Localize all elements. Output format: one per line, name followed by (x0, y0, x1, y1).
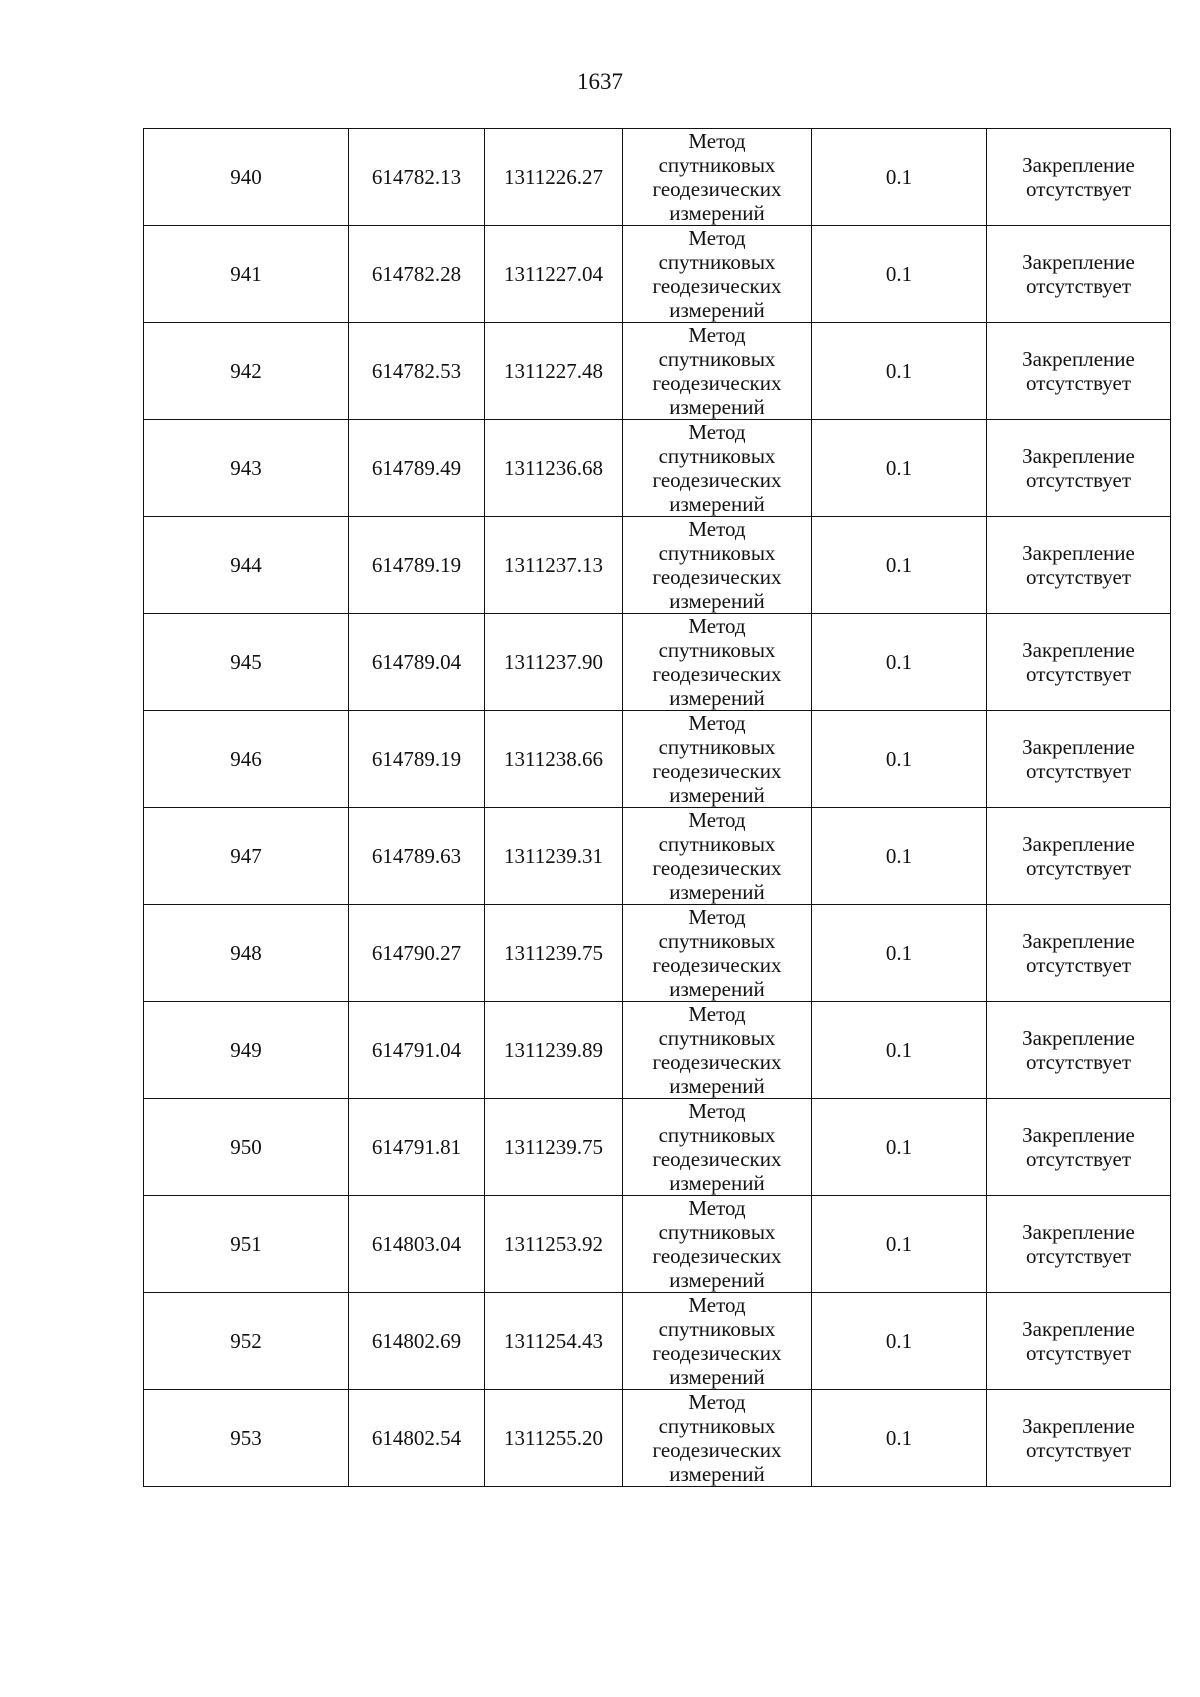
method-line: спутниковых (658, 347, 776, 371)
x-coordinate-cell: 614803.04 (349, 1196, 485, 1293)
table-row (144, 711, 1171, 808)
method-line: Метод (688, 711, 746, 735)
accuracy-cell: 0.1 (812, 517, 987, 614)
method-line: Метод (688, 808, 746, 832)
coordinates-table (143, 128, 1171, 1487)
method-line: измерений (669, 1171, 765, 1195)
y-coordinate-cell: 1311226.27 (485, 129, 623, 226)
fixing-cell (987, 1002, 1171, 1099)
method-line: геодезических (652, 565, 782, 589)
point-number-cell: 944 (144, 517, 349, 614)
x-coordinate-cell: 614782.28 (349, 226, 485, 323)
fixing-line: Закрепление (1022, 541, 1135, 565)
method-line: измерений (669, 783, 765, 807)
method-line: Метод (688, 1196, 746, 1220)
x-coordinate-cell: 614802.69 (349, 1293, 485, 1390)
table-row (144, 1099, 1171, 1196)
method-line: геодезических (652, 759, 782, 783)
table-row (144, 1002, 1171, 1099)
method-line: измерений (669, 201, 765, 225)
method-line: Метод (688, 614, 746, 638)
x-coordinate-cell: 614802.54 (349, 1390, 485, 1487)
point-number-cell: 948 (144, 905, 349, 1002)
fixing-line: отсутствует (1025, 662, 1132, 686)
method-line: измерений (669, 589, 765, 613)
method-line: Метод (688, 1390, 746, 1414)
fixing-cell (987, 614, 1171, 711)
fixing-line: Закрепление (1022, 1220, 1135, 1244)
method-line: измерений (669, 1074, 765, 1098)
fixing-line: Закрепление (1022, 153, 1135, 177)
method-line: геодезических (652, 468, 782, 492)
fixing-cell (987, 226, 1171, 323)
method-line: спутниковых (658, 1026, 776, 1050)
y-coordinate-cell: 1311239.75 (485, 1099, 623, 1196)
method-line: измерений (669, 1462, 765, 1486)
method-cell (623, 323, 812, 420)
method-line: спутниковых (658, 250, 776, 274)
y-coordinate-cell: 1311227.48 (485, 323, 623, 420)
method-line: Метод (688, 420, 746, 444)
point-number-cell: 947 (144, 808, 349, 905)
accuracy-cell: 0.1 (812, 420, 987, 517)
method-cell (623, 1293, 812, 1390)
y-coordinate-cell: 1311253.92 (485, 1196, 623, 1293)
method-line: спутниковых (658, 832, 776, 856)
method-line: измерений (669, 298, 765, 322)
fixing-line: отсутствует (1025, 1438, 1132, 1462)
y-coordinate-cell: 1311238.66 (485, 711, 623, 808)
method-line: геодезических (652, 371, 782, 395)
table-row (144, 1293, 1171, 1390)
method-cell (623, 420, 812, 517)
fixing-cell (987, 323, 1171, 420)
table-row (144, 226, 1171, 323)
method-line: измерений (669, 977, 765, 1001)
y-coordinate-cell: 1311239.89 (485, 1002, 623, 1099)
method-cell (623, 1002, 812, 1099)
fixing-line: Закрепление (1022, 638, 1135, 662)
accuracy-cell: 0.1 (812, 1002, 987, 1099)
point-number-cell: 941 (144, 226, 349, 323)
point-number-cell: 950 (144, 1099, 349, 1196)
fixing-cell (987, 905, 1171, 1002)
accuracy-cell: 0.1 (812, 905, 987, 1002)
fixing-cell (987, 1293, 1171, 1390)
point-number-cell: 952 (144, 1293, 349, 1390)
point-number-cell: 951 (144, 1196, 349, 1293)
point-number-cell: 945 (144, 614, 349, 711)
method-line: Метод (688, 226, 746, 250)
fixing-cell (987, 517, 1171, 614)
accuracy-cell: 0.1 (812, 1196, 987, 1293)
fixing-line: Закрепление (1022, 347, 1135, 371)
y-coordinate-cell: 1311237.90 (485, 614, 623, 711)
x-coordinate-cell: 614782.53 (349, 323, 485, 420)
table-row (144, 1390, 1171, 1487)
method-line: Метод (688, 129, 746, 153)
method-cell (623, 905, 812, 1002)
method-line: Метод (688, 905, 746, 929)
method-line: спутниковых (658, 1414, 776, 1438)
x-coordinate-cell: 614782.13 (349, 129, 485, 226)
method-line: геодезических (652, 274, 782, 298)
x-coordinate-cell: 614789.49 (349, 420, 485, 517)
method-cell (623, 1390, 812, 1487)
fixing-line: Закрепление (1022, 444, 1135, 468)
fixing-line: Закрепление (1022, 1123, 1135, 1147)
table-row (144, 1196, 1171, 1293)
y-coordinate-cell: 1311239.31 (485, 808, 623, 905)
method-line: спутниковых (658, 1317, 776, 1341)
fixing-line: отсутствует (1025, 1244, 1132, 1268)
x-coordinate-cell: 614789.63 (349, 808, 485, 905)
fixing-line: Закрепление (1022, 929, 1135, 953)
method-line: геодезических (652, 662, 782, 686)
fixing-line: отсутствует (1025, 953, 1132, 977)
table-row (144, 420, 1171, 517)
method-line: спутниковых (658, 153, 776, 177)
fixing-cell (987, 1390, 1171, 1487)
x-coordinate-cell: 614791.81 (349, 1099, 485, 1196)
table-row (144, 905, 1171, 1002)
method-line: спутниковых (658, 1123, 776, 1147)
method-line: измерений (669, 1268, 765, 1292)
fixing-line: отсутствует (1025, 759, 1132, 783)
method-cell (623, 129, 812, 226)
accuracy-cell: 0.1 (812, 1293, 987, 1390)
point-number-cell: 953 (144, 1390, 349, 1487)
method-line: геодезических (652, 1244, 782, 1268)
x-coordinate-cell: 614791.04 (349, 1002, 485, 1099)
fixing-line: отсутствует (1025, 371, 1132, 395)
method-cell (623, 614, 812, 711)
method-line: геодезических (652, 1050, 782, 1074)
method-cell (623, 1099, 812, 1196)
x-coordinate-cell: 614789.19 (349, 517, 485, 614)
table-row (144, 129, 1171, 226)
method-line: геодезических (652, 953, 782, 977)
fixing-line: Закрепление (1022, 1317, 1135, 1341)
method-line: спутниковых (658, 541, 776, 565)
method-line: геодезических (652, 856, 782, 880)
method-line: спутниковых (658, 638, 776, 662)
fixing-line: Закрепление (1022, 735, 1135, 759)
method-line: измерений (669, 686, 765, 710)
method-line: спутниковых (658, 444, 776, 468)
fixing-cell (987, 1099, 1171, 1196)
method-cell (623, 1196, 812, 1293)
x-coordinate-cell: 614790.27 (349, 905, 485, 1002)
fixing-line: отсутствует (1025, 1050, 1132, 1074)
method-line: спутниковых (658, 1220, 776, 1244)
fixing-cell (987, 808, 1171, 905)
accuracy-cell: 0.1 (812, 129, 987, 226)
page-number: 1637 (577, 69, 623, 94)
y-coordinate-cell: 1311254.43 (485, 1293, 623, 1390)
method-line: спутниковых (658, 735, 776, 759)
y-coordinate-cell: 1311237.13 (485, 517, 623, 614)
fixing-cell (987, 711, 1171, 808)
point-number-cell: 946 (144, 711, 349, 808)
method-line: измерений (669, 492, 765, 516)
method-line: геодезических (652, 1341, 782, 1365)
method-line: Метод (688, 1293, 746, 1317)
point-number-cell: 949 (144, 1002, 349, 1099)
table-row (144, 323, 1171, 420)
table-row (144, 517, 1171, 614)
method-line: Метод (688, 517, 746, 541)
accuracy-cell: 0.1 (812, 614, 987, 711)
method-line: измерений (669, 880, 765, 904)
point-number-cell: 942 (144, 323, 349, 420)
method-cell (623, 711, 812, 808)
method-cell (623, 226, 812, 323)
method-line: Метод (688, 1002, 746, 1026)
accuracy-cell: 0.1 (812, 1099, 987, 1196)
fixing-line: отсутствует (1025, 274, 1132, 298)
accuracy-cell: 0.1 (812, 323, 987, 420)
fixing-line: Закрепление (1022, 1026, 1135, 1050)
accuracy-cell: 0.1 (812, 711, 987, 808)
y-coordinate-cell: 1311255.20 (485, 1390, 623, 1487)
x-coordinate-cell: 614789.19 (349, 711, 485, 808)
table-row (144, 614, 1171, 711)
fixing-line: Закрепление (1022, 1414, 1135, 1438)
fixing-cell (987, 1196, 1171, 1293)
method-line: Метод (688, 323, 746, 347)
x-coordinate-cell: 614789.04 (349, 614, 485, 711)
fixing-line: отсутствует (1025, 565, 1132, 589)
accuracy-cell: 0.1 (812, 226, 987, 323)
method-line: измерений (669, 1365, 765, 1389)
y-coordinate-cell: 1311236.68 (485, 420, 623, 517)
fixing-cell (987, 420, 1171, 517)
method-line: геодезических (652, 177, 782, 201)
fixing-line: отсутствует (1025, 856, 1132, 880)
point-number-cell: 940 (144, 129, 349, 226)
table-row (144, 808, 1171, 905)
point-number-cell: 943 (144, 420, 349, 517)
method-line: спутниковых (658, 929, 776, 953)
fixing-line: отсутствует (1025, 1147, 1132, 1171)
fixing-line: отсутствует (1025, 468, 1132, 492)
accuracy-cell: 0.1 (812, 1390, 987, 1487)
method-line: геодезических (652, 1438, 782, 1462)
accuracy-cell: 0.1 (812, 808, 987, 905)
method-cell (623, 517, 812, 614)
method-line: измерений (669, 395, 765, 419)
method-line: Метод (688, 1099, 746, 1123)
y-coordinate-cell: 1311239.75 (485, 905, 623, 1002)
method-line: геодезических (652, 1147, 782, 1171)
fixing-line: Закрепление (1022, 832, 1135, 856)
method-cell (623, 808, 812, 905)
coordinates-table-body (144, 129, 1171, 1487)
fixing-line: отсутствует (1025, 177, 1132, 201)
fixing-line: Закрепление (1022, 250, 1135, 274)
y-coordinate-cell: 1311227.04 (485, 226, 623, 323)
fixing-cell (987, 129, 1171, 226)
fixing-line: отсутствует (1025, 1341, 1132, 1365)
